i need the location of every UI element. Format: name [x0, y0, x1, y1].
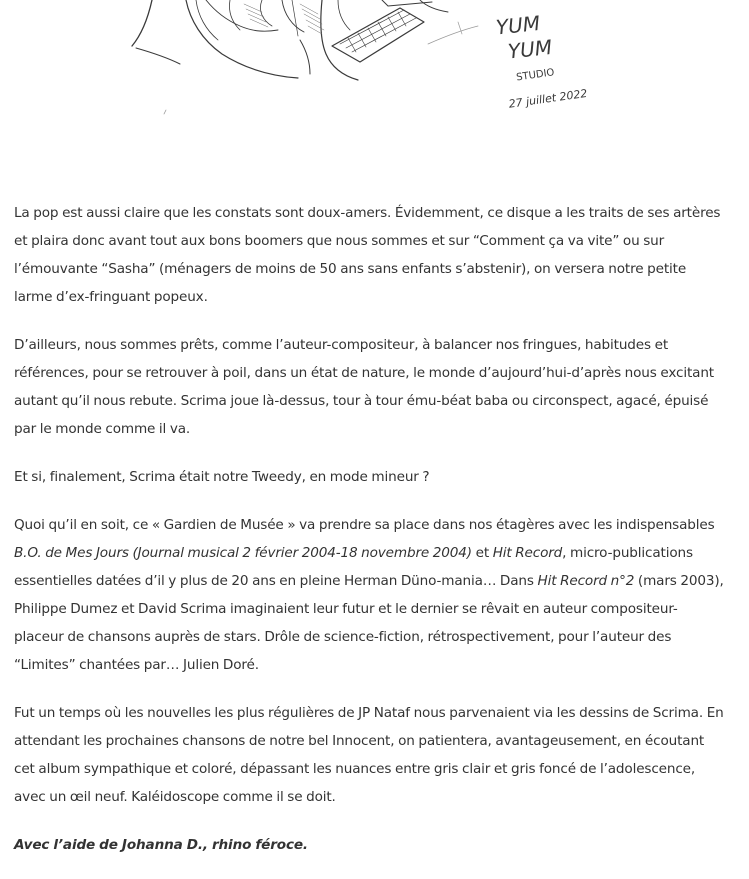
- signature-line-1: YUM: [494, 10, 542, 40]
- paragraph-4-text-2: et: [471, 545, 493, 561]
- paragraph-4: [14, 511, 726, 679]
- pencil-sketch-illustration: [0, 0, 749, 130]
- paragraph-4-text-1: Quoi qu’il en soit, ce « Gardien de Musée » va prendre sa place dans nos étagères avec les indispensables: [14, 517, 715, 533]
- book-title-hit-record: Hit Record: [492, 545, 563, 561]
- paragraph-1: La pop est aussi claire que les constats sont doux-amers. Évidemment, ce disque a les traits de ses artères et plaira donc avant tout aux bons boomers que nous sommes et sur “Comment ça va vite” ou sur l’émouvante “Sasha” (ménagers de moins de 50 ans sans enfants s’abstenir), on versera notre petite larme d’ex-fringuant popeux.: [14, 205, 721, 305]
- article-credit: Avec l’aide de Johanna D., rhino féroce.: [14, 837, 308, 853]
- paragraph-5: Fut un temps où les nouvelles les plus régulières de JP Nataf nous parvenaient via les dessins de Scrima. En attendant les prochaines chansons de notre bel Innocent, on patientera, avantageusement, en écoutant cet album sympathique et coloré, dépassant les nuances entre gris clair et gris foncé de l’adolescence, avec un œil neuf. Kaléidoscope comme il se doit.: [14, 705, 724, 805]
- signature-date: 27 juillet 2022: [507, 86, 589, 111]
- paragraph-2: D’ailleurs, nous sommes prêts, comme l’auteur-compositeur, à balancer nos fringues, habitudes et références, pour se retrouver à poil, dans un état de nature, le monde d’aujourd’hui-d’après nous excitant autant qu’il nous rebute. Scrima joue là-dessus, tour à tour ému-béat baba ou circonspect, agacé, épuisé par le monde comme il va.: [14, 337, 714, 437]
- paragraph-4-text-4: (mars 2003), Philippe Dumez et David Scrima imaginaient leur futur et le dernier se rêvait en auteur compositeur-placeur de chansons auprès de stars. Drôle de science-fiction, rétrospectivement, pour l’auteur des “Limites” chantées par… Julien Doré.: [14, 573, 724, 673]
- signature-line-3: STUDIO: [515, 67, 556, 84]
- paragraph-3: Et si, finalement, Scrima était notre Tweedy, en mode mineur ?: [14, 469, 430, 485]
- book-title-hit-record-2: Hit Record n°2: [537, 573, 635, 589]
- book-title-bo-de-mes-jours: B.O. de Mes Jours (Journal musical 2 février 2004-18 novembre 2004): [14, 545, 472, 561]
- signature-line-2: YUM: [506, 34, 554, 64]
- paragraph-4-text-3: , micro-publications essentielles datées d’il y plus de 20 ans en pleine Herman Düno-mania… Dans: [14, 545, 693, 589]
- article-body: [14, 199, 726, 879]
